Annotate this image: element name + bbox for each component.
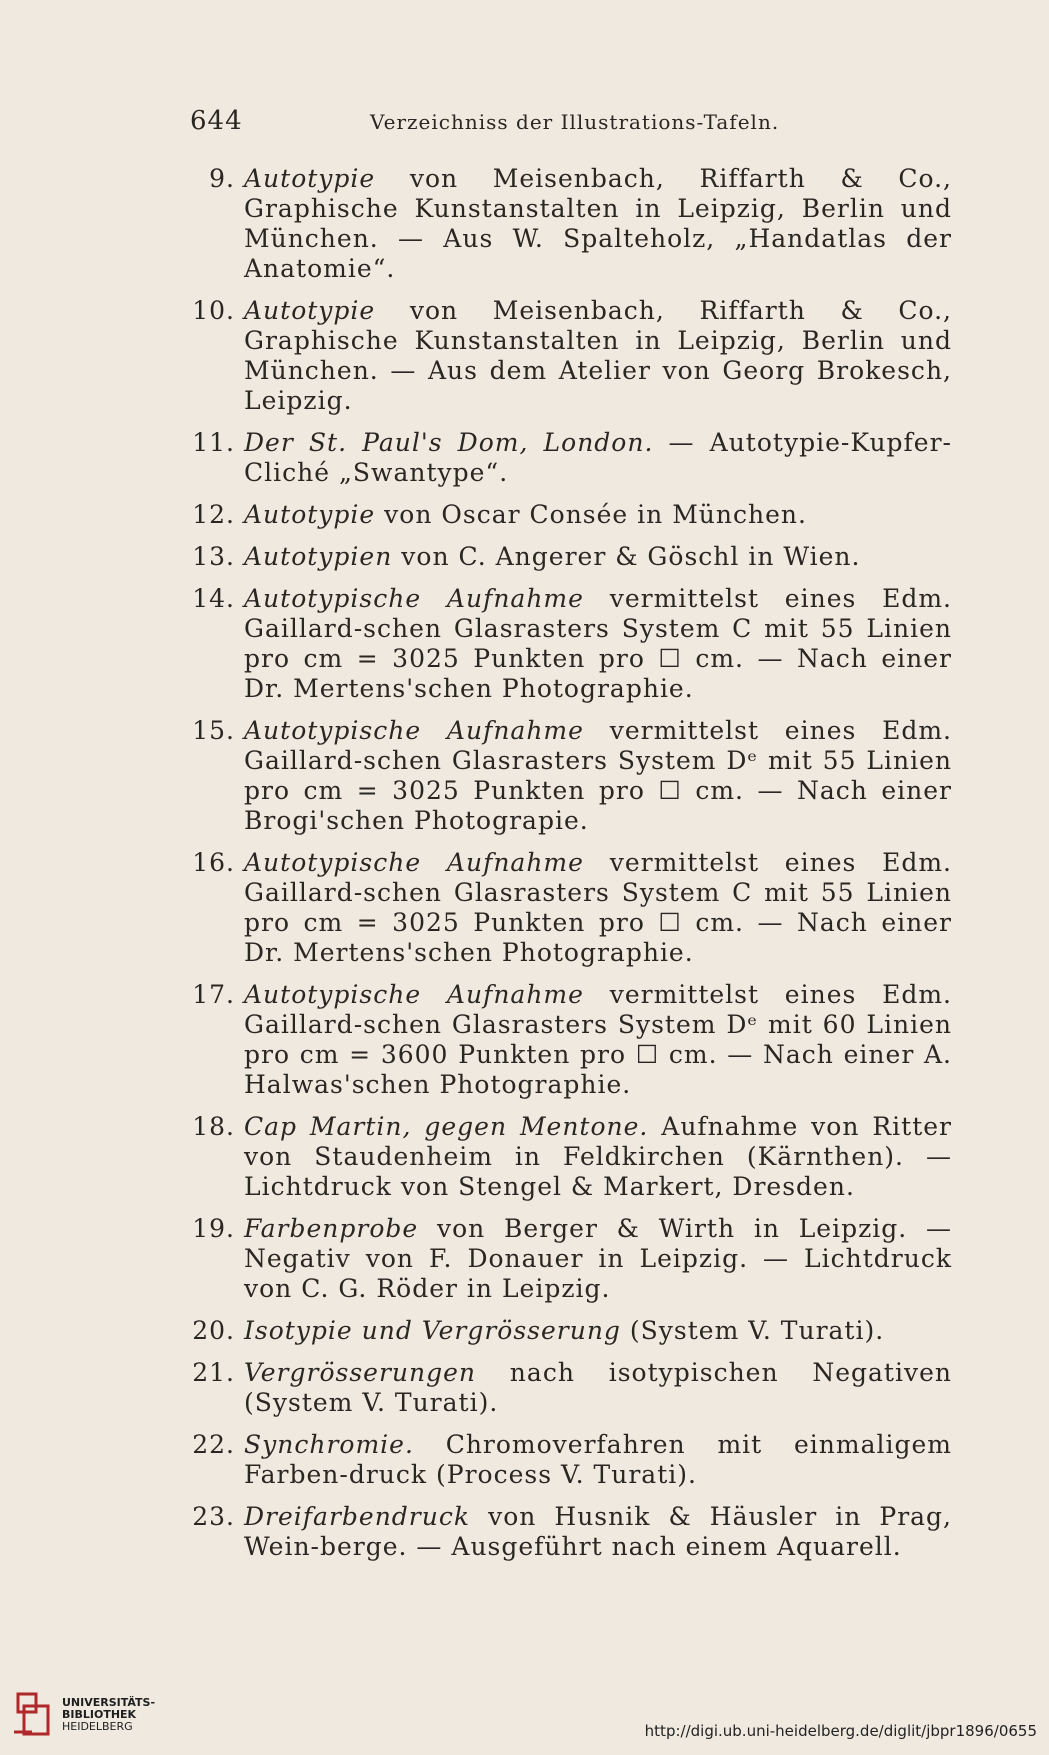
entry-number: 19. xyxy=(192,1214,235,1243)
entry-title: Autotypie xyxy=(244,296,376,325)
illustration-list xyxy=(0,164,1049,1574)
list-item xyxy=(0,164,1049,284)
entry-body: vermittelst eines Edm. Gaillard-schen Glasrasters System C mit 55 Linien pro cm = 3025 Punkten pro ☐ cm. — Nach einer Dr. Mertens'schen Photographie. xyxy=(244,848,952,967)
page-header xyxy=(190,106,950,146)
entry-body: Aufnahme von Ritter von Staudenheim in Feldkirchen (Kärnthen). — Lichtdruck von Stengel & Markert, Dresden. xyxy=(244,1112,952,1201)
entry-description xyxy=(244,1214,952,1304)
entry-number: 14. xyxy=(192,584,235,613)
entry-title: Cap Martin, gegen Mentone. xyxy=(244,1112,649,1141)
entry-body: (System V. Turati). xyxy=(620,1316,885,1345)
list-item xyxy=(0,1430,1049,1490)
entry-title: Autotypie xyxy=(244,500,376,529)
entry-body: von Meisenbach, Riffarth & Co., Graphische Kunstanstalten in Leipzig, Berlin und München. — Aus dem Atelier von Georg Brokesch, Leipzig. xyxy=(244,296,952,415)
entry-title: Synchromie. xyxy=(244,1430,414,1459)
library-name-line-2: BIBLIOTHEK xyxy=(62,1708,137,1721)
entry-body: von Oscar Consée in München. xyxy=(375,500,807,529)
entry-description xyxy=(244,716,952,836)
entry-description xyxy=(244,428,952,488)
entry-number: 17. xyxy=(192,980,235,1009)
library-name-line-1: UNIVERSITÄTS- xyxy=(62,1696,156,1709)
library-logo xyxy=(12,1688,162,1743)
entry-body: Chromoverfahren mit einmaligem Farben-druck (Process V. Turati). xyxy=(244,1430,952,1489)
entry-number: 16. xyxy=(192,848,235,877)
entry-title: Der St. Paul's Dom, London. xyxy=(244,428,654,457)
entry-number: 21. xyxy=(192,1358,235,1387)
entry-number: 23. xyxy=(192,1502,235,1531)
list-item xyxy=(0,296,1049,416)
entry-body: von Berger & Wirth in Leipzig. — Negativ von F. Donauer in Leipzig. — Lichtdruck von C. G. Röder in Leipzig. xyxy=(244,1214,952,1303)
entry-title: Isotypie und Vergrösserung xyxy=(244,1316,621,1345)
entry-description xyxy=(244,1316,952,1346)
entry-number: 13. xyxy=(192,542,235,571)
list-item xyxy=(0,428,1049,488)
list-item xyxy=(0,500,1049,530)
entry-description xyxy=(244,1430,952,1490)
entry-description xyxy=(244,1112,952,1202)
list-item xyxy=(0,848,1049,968)
running-head: Verzeichniss der Illustrations-Tafeln. xyxy=(370,110,780,134)
entry-title: Autotypien xyxy=(244,542,393,571)
entry-description xyxy=(244,296,952,416)
list-item xyxy=(0,1502,1049,1562)
entry-body: — Autotypie-Kupfer-Cliché „Swantype“. xyxy=(244,428,952,487)
entry-title: Autotypische Aufnahme xyxy=(244,848,584,877)
entry-title: Autotypie xyxy=(244,164,376,193)
entry-title: Vergrösserungen xyxy=(244,1358,477,1387)
entry-description xyxy=(244,1358,952,1418)
entry-description xyxy=(244,542,952,572)
library-name xyxy=(62,1697,155,1733)
source-url[interactable]: http://digi.ub.uni-heidelberg.de/diglit/jbpr1896/0655 xyxy=(644,1722,1037,1740)
entry-description xyxy=(244,980,952,1100)
entry-number: 18. xyxy=(192,1112,235,1141)
entry-body: von Husnik & Häusler in Prag, Wein-berge. — Ausgeführt nach einem Aquarell. xyxy=(244,1502,952,1561)
library-name-line-3: HEIDELBERG xyxy=(62,1720,133,1733)
entry-title: Autotypische Aufnahme xyxy=(244,584,584,613)
entry-description xyxy=(244,1502,952,1562)
entry-description xyxy=(244,848,952,968)
entry-body: vermittelst eines Edm. Gaillard-schen Glasrasters System C mit 55 Linien pro cm = 3025 Punkten pro ☐ cm. — Nach einer Dr. Mertens'schen Photographie. xyxy=(244,584,952,703)
entry-number: 10. xyxy=(192,296,235,325)
entry-title: Autotypische Aufnahme xyxy=(244,716,584,745)
entry-description xyxy=(244,584,952,704)
entry-number: 9. xyxy=(209,164,235,193)
list-item xyxy=(0,980,1049,1100)
entry-title: Autotypische Aufnahme xyxy=(244,980,584,1009)
entry-body: vermittelst eines Edm. Gaillard-schen Glasrasters System Dᵉ mit 55 Linien pro cm = 3025 Punkten pro ☐ cm. — Nach einer Brogi'schen Photograpie. xyxy=(244,716,952,835)
list-item xyxy=(0,1112,1049,1202)
entry-number: 12. xyxy=(192,500,235,529)
entry-body: von C. Angerer & Göschl in Wien. xyxy=(392,542,861,571)
entry-body: nach isotypischen Negativen (System V. Turati). xyxy=(244,1358,952,1417)
list-item xyxy=(0,542,1049,572)
entry-number: 11. xyxy=(192,428,235,457)
list-item xyxy=(0,1358,1049,1418)
list-item xyxy=(0,716,1049,836)
entry-number: 15. xyxy=(192,716,235,745)
entry-number: 22. xyxy=(192,1430,235,1459)
list-item xyxy=(0,1214,1049,1304)
entry-body: vermittelst eines Edm. Gaillard-schen Glasrasters System Dᵉ mit 60 Linien pro cm = 3600 Punkten pro ☐ cm. — Nach einer A. Halwas'schen Photographie. xyxy=(244,980,952,1099)
page-number: 644 xyxy=(190,106,243,136)
library-logo-icon xyxy=(12,1688,57,1743)
entry-description xyxy=(244,164,952,284)
entry-description xyxy=(244,500,952,530)
entry-number: 20. xyxy=(192,1316,235,1345)
entry-body: von Meisenbach, Riffarth & Co., Graphische Kunstanstalten in Leipzig, Berlin und München. — Aus W. Spalteholz, „Handatlas der Anatomie“. xyxy=(244,164,952,283)
list-item xyxy=(0,1316,1049,1346)
entry-title: Farbenprobe xyxy=(244,1214,419,1243)
list-item xyxy=(0,584,1049,704)
entry-title: Dreifarbendruck xyxy=(244,1502,470,1531)
